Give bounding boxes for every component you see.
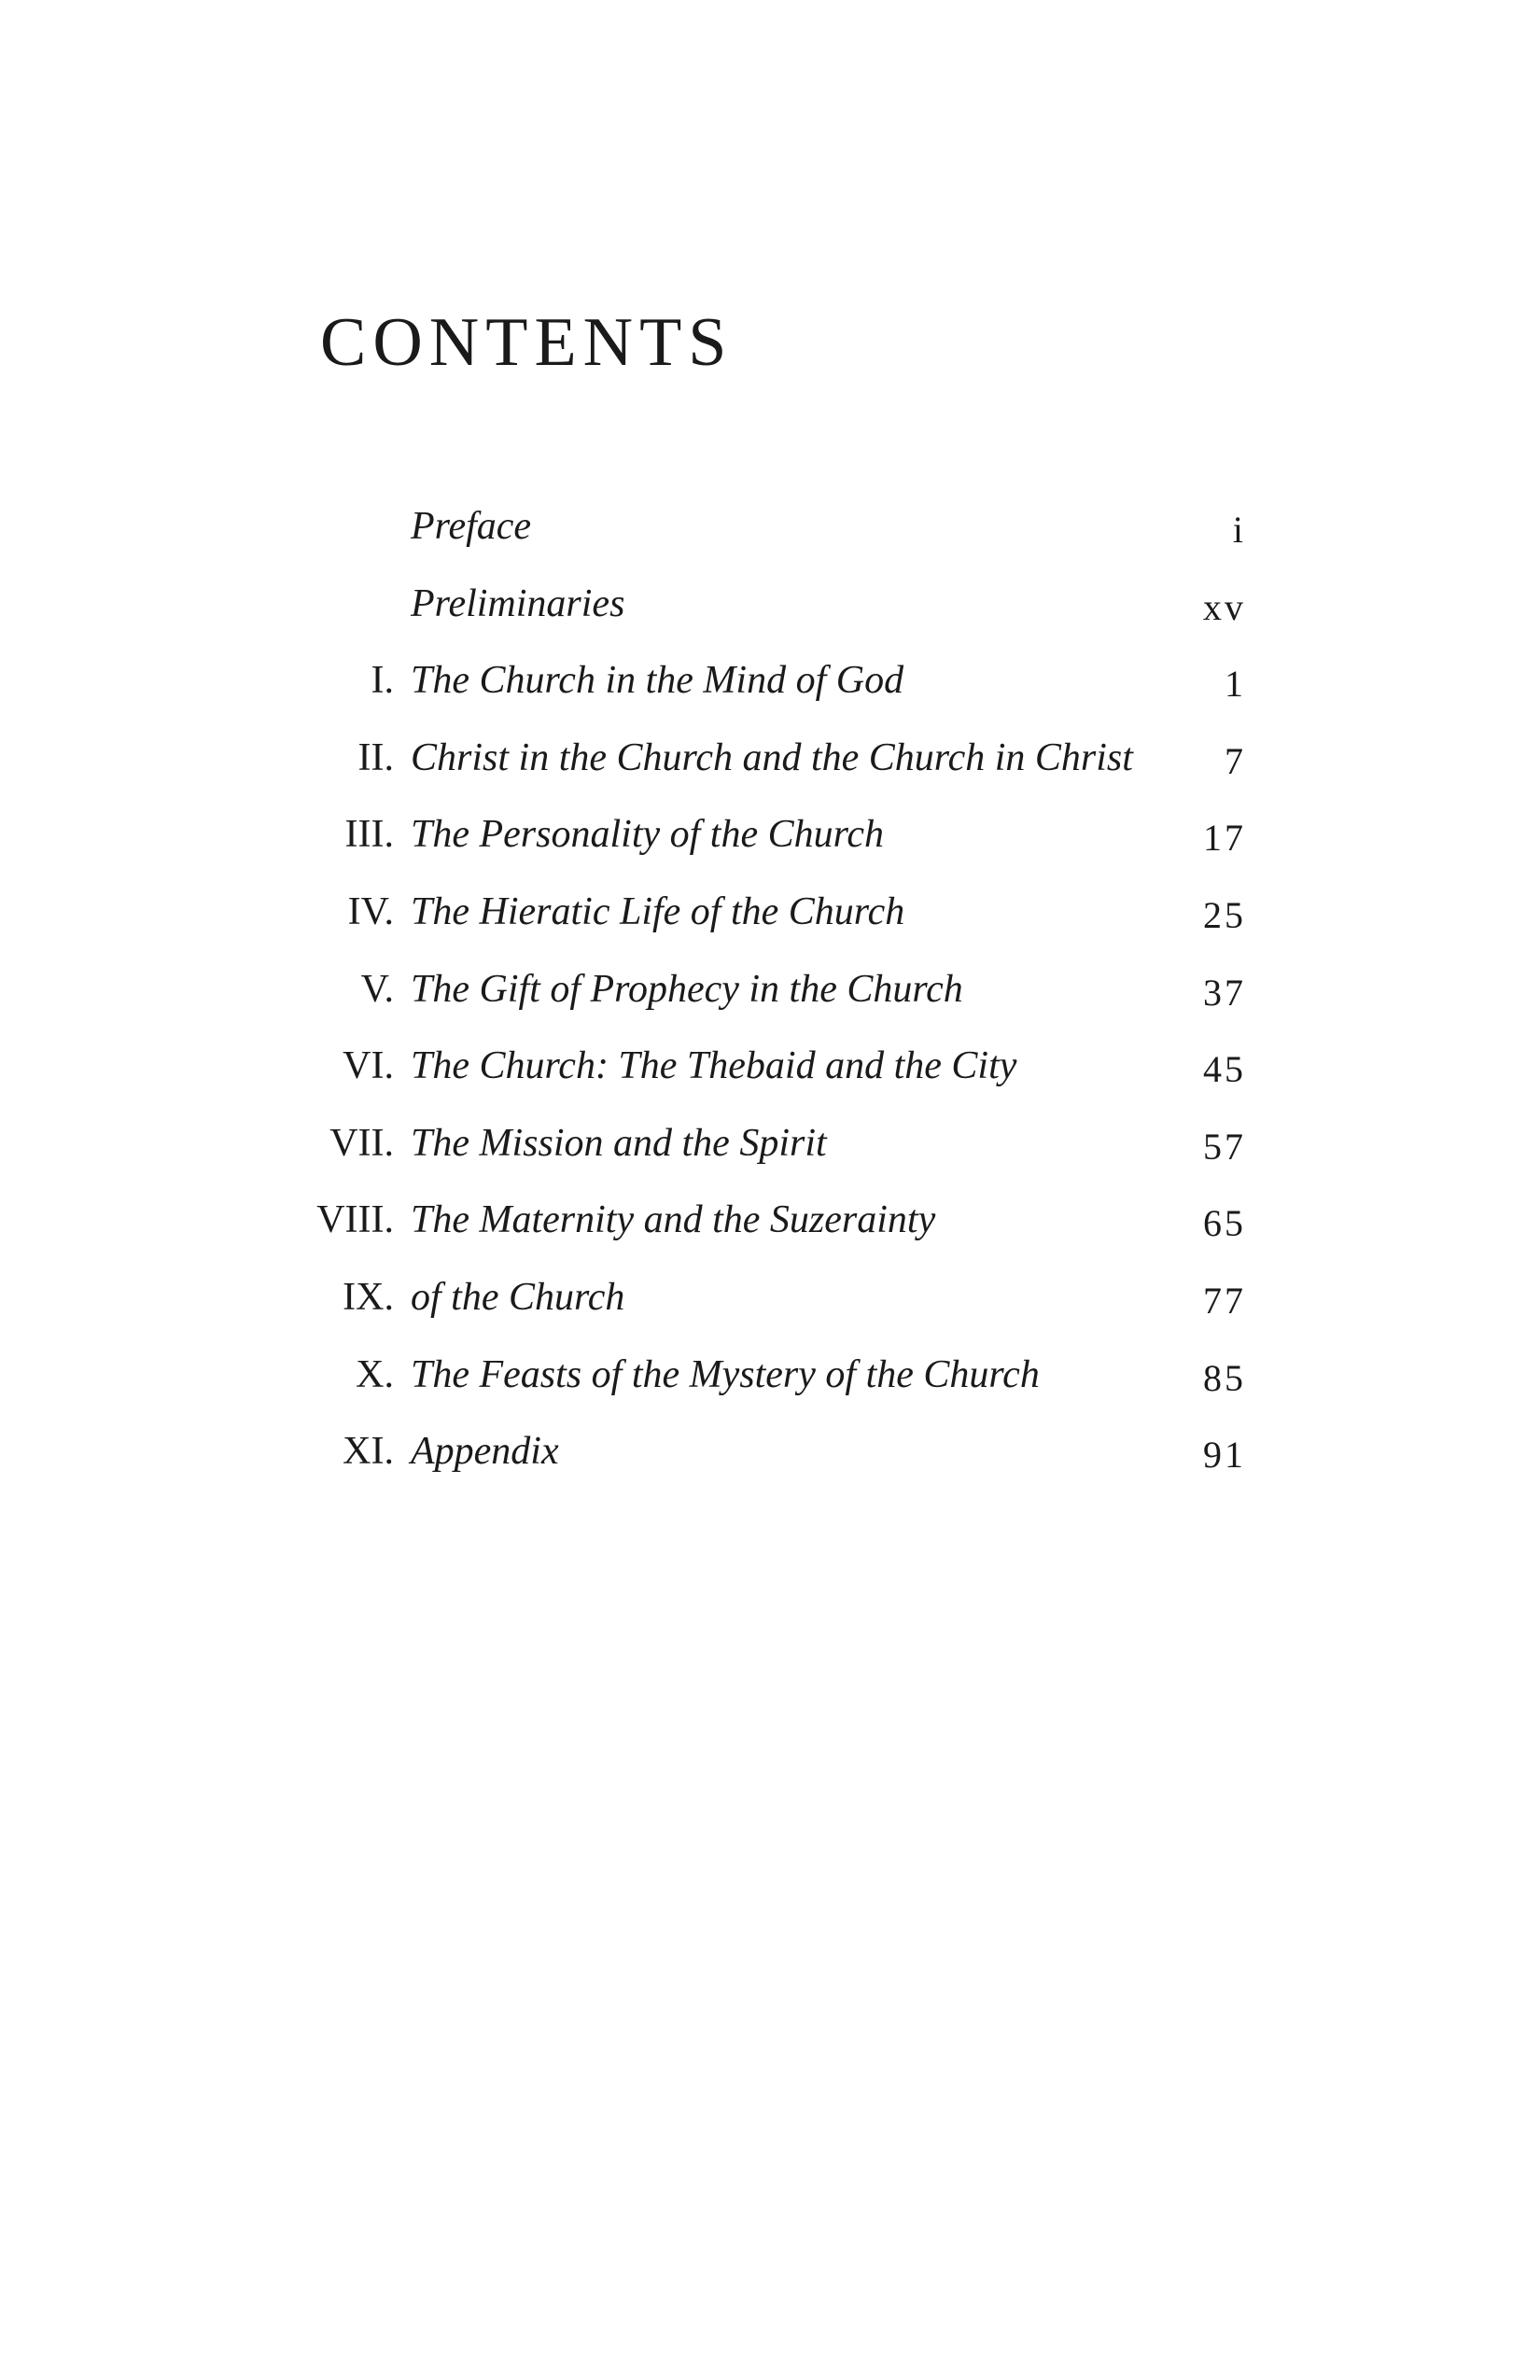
chapter-number: I. <box>371 659 394 703</box>
chapter-number: X. <box>356 1352 394 1396</box>
chapter-title: The Mission and the Spirit <box>411 1121 827 1165</box>
chapter-title: The Maternity and the Suzerainty <box>411 1198 936 1242</box>
chapter-title: The Personality of the Church <box>411 813 885 857</box>
page-number: 37 <box>1203 971 1246 1014</box>
page-number: 57 <box>1203 1125 1246 1168</box>
toc-entry-chapter-3[interactable] <box>280 807 1251 885</box>
chapter-title: Preliminaries <box>411 581 625 625</box>
chapter-title: The Church: The Thebaid and the City <box>411 1044 1017 1088</box>
chapter-title: The Church in the Mind of God <box>411 659 904 703</box>
chapter-number: II. <box>357 735 394 779</box>
chapter-number: VII. <box>329 1121 394 1165</box>
chapter-title: The Hieratic Life of the Church <box>411 889 905 933</box>
toc-entry-chapter-11[interactable] <box>280 1424 1251 1502</box>
toc-entry-preface[interactable] <box>280 499 1251 577</box>
page-title: CONTENTS <box>320 304 734 381</box>
toc-entry-chapter-7[interactable] <box>280 1116 1251 1194</box>
chapter-title: Appendix <box>411 1430 559 1474</box>
chapter-title: The Gift of Prophecy in the Church <box>411 967 963 1011</box>
chapter-number: XI. <box>343 1430 394 1474</box>
toc-entry-chapter-9[interactable] <box>280 1270 1251 1348</box>
page-number: 77 <box>1203 1279 1246 1322</box>
chapter-number: VIII. <box>316 1198 394 1242</box>
chapter-number: IV. <box>347 889 394 933</box>
chapter-number: V. <box>360 967 394 1011</box>
page-number: 25 <box>1203 893 1246 936</box>
chapter-number: IX. <box>343 1275 394 1319</box>
page-number: 91 <box>1203 1434 1246 1477</box>
toc-entry-chapter-5[interactable] <box>280 962 1251 1040</box>
toc-entry-chapter-6[interactable] <box>280 1039 1251 1116</box>
chapter-title: The Feasts of the Mystery of the Church <box>411 1352 1040 1396</box>
toc-entry-chapter-2[interactable] <box>280 731 1251 808</box>
page-number: 45 <box>1203 1048 1246 1091</box>
toc-entry-chapter-4[interactable] <box>280 885 1251 962</box>
page-number: 1 <box>1225 663 1246 706</box>
page-number: 7 <box>1225 739 1246 782</box>
chapter-title: Preface <box>411 505 532 548</box>
table-of-contents <box>280 499 1251 1502</box>
toc-entry-chapter-10[interactable] <box>280 1348 1251 1425</box>
toc-entry-chapter-8[interactable] <box>280 1193 1251 1270</box>
chapter-title: of the Church <box>411 1275 625 1319</box>
page-number: 85 <box>1203 1356 1246 1399</box>
chapter-title: Christ in the Church and the Church in Christ <box>411 735 1133 779</box>
page-number: 17 <box>1203 817 1246 860</box>
page-number: i <box>1232 509 1246 551</box>
page-number: 65 <box>1203 1202 1246 1245</box>
toc-entry-preliminaries[interactable] <box>280 577 1251 654</box>
toc-entry-chapter-1[interactable] <box>280 653 1251 731</box>
chapter-number: VI. <box>343 1044 394 1088</box>
page-number: xv <box>1203 585 1246 628</box>
chapter-number: III. <box>344 813 394 857</box>
